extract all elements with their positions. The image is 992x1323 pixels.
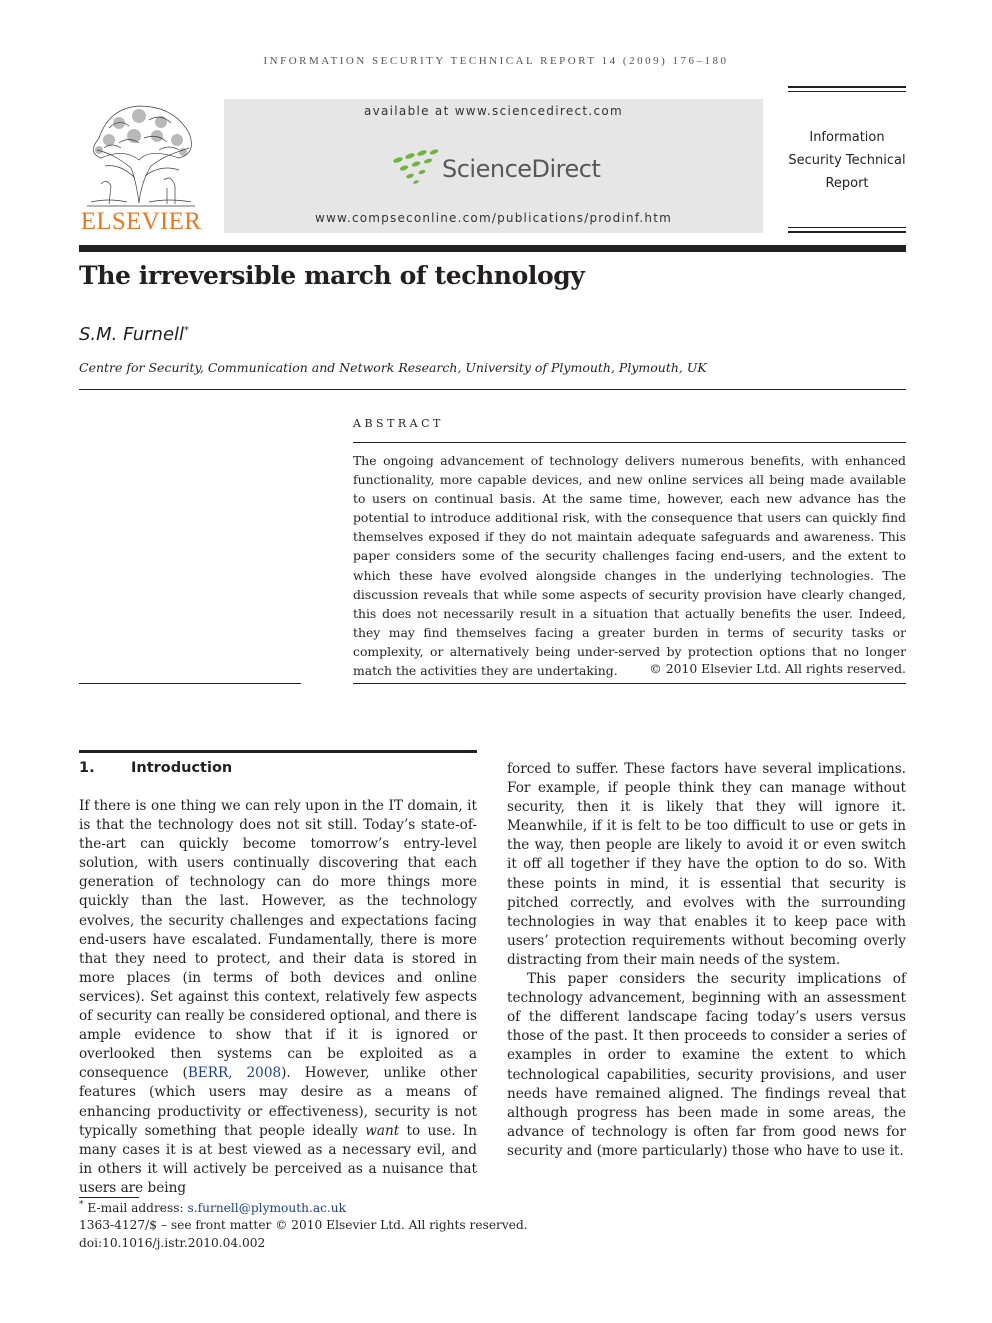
author-email-link[interactable]: s.furnell@plymouth.ac.uk [187, 1201, 347, 1216]
affiliation-rule [79, 389, 906, 390]
body-column-left [79, 797, 477, 1198]
abstract-heading: ABSTRACT [353, 417, 444, 430]
journal-title-line-3: Report [825, 176, 869, 191]
intro-paragraph-2: This paper considers the security implications of technology advancement, beginning with an assessment of the different landscape facing today’s users versus those of the past. It then proceeds to consider a series of examples in order to examine the extent to which technological capabilities, security provisions, and user needs have remained aligned. The findings reveal that although progress has been made in some areas, the advance of technology is often far from good news for security and (more particularly) those who have to use it. [507, 971, 906, 1159]
section-title: Introduction [131, 760, 233, 776]
journal-citation-line: INFORMATION SECURITY TECHNICAL REPORT 14 (2009) 176–180 [263, 55, 729, 67]
journal-title-box [788, 126, 906, 195]
section-number: 1. [79, 760, 95, 776]
abstract-bottom-rule [353, 683, 906, 684]
intro-p1-text-a: If there is one thing we can rely upon in the IT domain, it is that the technology does not sit still. Today’s state-of-the-art can quickly become tomorrow’s entry-level solution, with users continually discovering that each generation of technology can do more things more quickly than the last. However, as the technology evolves, the security challenges and expectations facing end-users have escalated. Fundamentally, there is more that they need to protect, and their data is stored in more places (in terms of both devices and online services). Set against this context, relatively few aspects of security can really be considered optional, and there is ample evidence to show that if it is ignored or overlooked then systems can be exploited as a consequence ( [79, 798, 477, 1082]
header-thick-rule [79, 245, 906, 252]
section-top-rule [79, 750, 477, 753]
journal-title-line-1: Information [809, 130, 885, 145]
author-name-text: S.M. Furnell [79, 324, 185, 345]
journal-box-bottom-rule-thin [788, 227, 906, 228]
sciencedirect-wordmark: ScienceDirect [442, 155, 601, 183]
journal-title-line-2: Security Technical [788, 153, 906, 168]
abstract-top-rule [353, 442, 906, 443]
abstract-copyright: © 2010 Elsevier Ltd. All rights reserved. [649, 661, 906, 676]
citation-link-berr[interactable]: BERR, 2008 [187, 1065, 282, 1082]
doi-line: doi:10.1016/j.istr.2010.04.002 [79, 1236, 266, 1250]
journal-box-top-rule-thin [788, 91, 906, 92]
issn-line: 1363-4127/$ – see front matter © 2010 Elsevier Ltd. All rights reserved. [79, 1218, 528, 1232]
article-title: The irreversible march of technology [79, 261, 585, 290]
email-footnote: * E-mail address: s.furnell@plymouth.ac.uk [79, 1200, 347, 1216]
intro-p1-text-b: ). However, unlike other features (which users may desire as a means of enhancing productivity or effectiveness), security is not typically something that people ideally [79, 1065, 477, 1139]
left-info-rule [79, 683, 301, 684]
intro-p1-emphasis: want [365, 1122, 400, 1139]
email-label: E-mail address: [87, 1201, 184, 1216]
intro-paragraph-1-continued: forced to suffer. These factors have several implications. For example, if people think they can manage without security, then it is likely that they will ignore it. Meanwhile, if it is felt to be too difficult to use or gets in the way, then people are likely to avoid it or even switch it off all together if they have the option to do so. With these points in mind, it is essential that security is pitched correctly, and evolves with the surrounding technologies in way that enables it to keep pace with users’ protection requirements without becoming overly distracting from their main needs of the system. [507, 761, 906, 968]
journal-box-top-rule [788, 86, 906, 88]
abstract-text: The ongoing advancement of technology delivers numerous benefits, with enhanced functionality, more capable devices, and new online services all being made available to users on continual basis. At the same time, however, each new advance has the potential to introduce additional risk, with the consequence that users can quickly find themselves exposed if they do not maintain adequate safeguards and awareness. This paper considers some of the security challenges facing end-users, and the extent to which these have evolved alongside changes in the underlying technologies. The discussion reveals that while some aspects of security provision have clearly changed, this does not necessarily result in a situation that actually benefits the user. Indeed, they may find themselves facing a greater burden in terms of security tasks or complexity, or alternatively being under-served by protection options that no longer match the activities they are undertaking. [353, 453, 906, 679]
elsevier-wordmark: ELSEVIER [80, 208, 202, 235]
available-at-text: available at www.sciencedirect.com [363, 104, 624, 118]
footnote-rule [79, 1197, 139, 1198]
author-name: S.M. Furnell* [79, 324, 190, 345]
sciencedirect-dots-icon [390, 148, 444, 186]
intro-p1-text-c: to use. In many cases it is at best viewed as a necessary evil, and in others it will actively be perceived as a nuisance that users are being [79, 1122, 477, 1196]
journal-box-bottom-rule [788, 231, 906, 233]
author-affiliation: Centre for Security, Communication and Network Research, University of Plymouth, Plymouth, UK [79, 360, 707, 375]
intro-paragraph-1 [79, 797, 477, 1198]
body-column-right [507, 760, 906, 1161]
journal-url: www.compseconline.com/publications/prodinf.htm [314, 211, 673, 225]
